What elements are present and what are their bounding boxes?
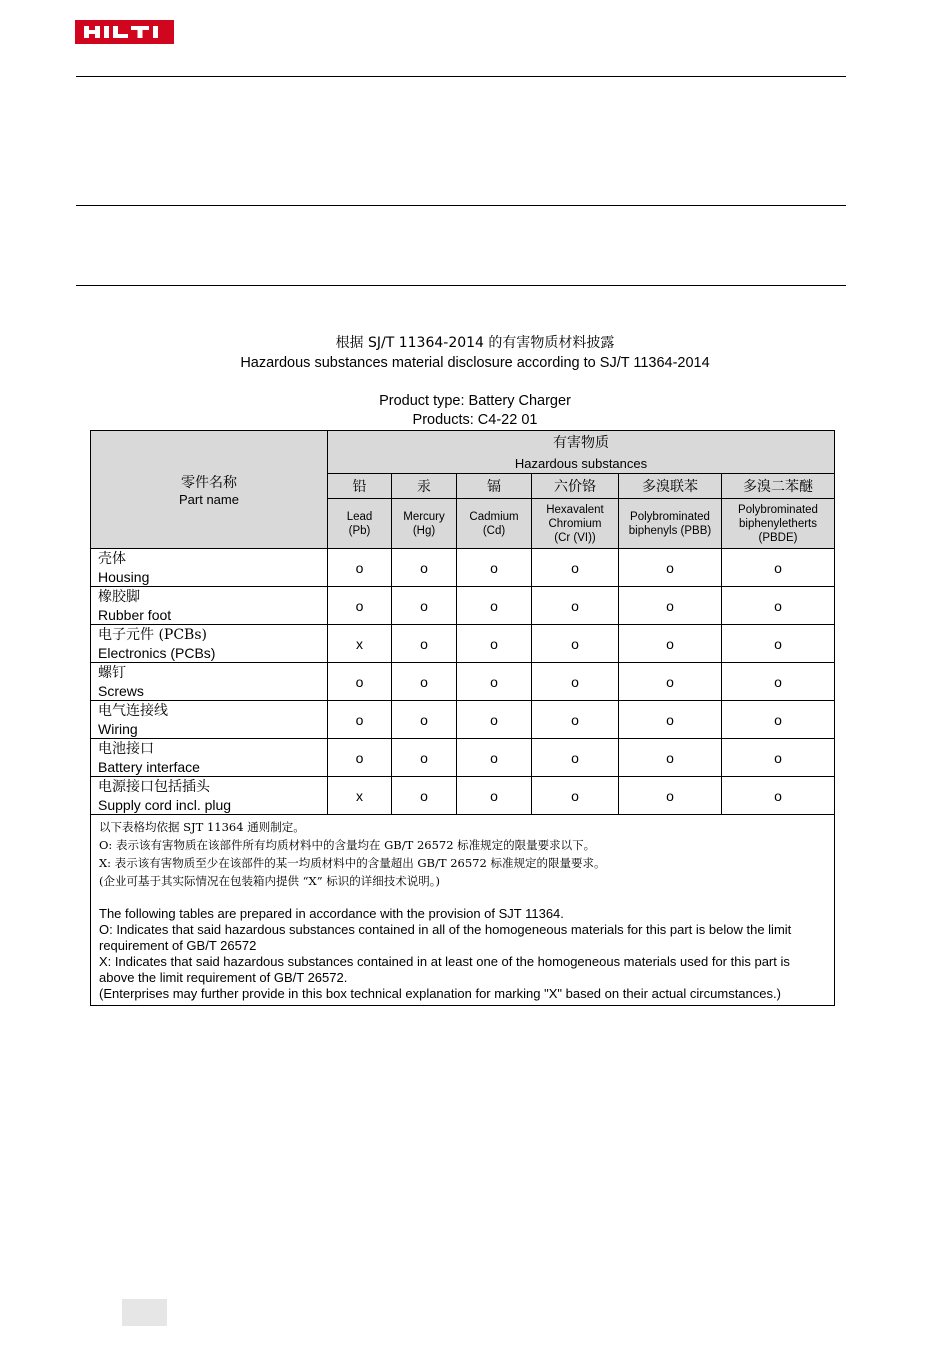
divider-top — [76, 76, 846, 77]
substance-value: o — [328, 739, 392, 777]
part-name-cn: 零件名称 — [181, 475, 237, 491]
notes-cell — [91, 815, 835, 1006]
substance-value: o — [532, 587, 619, 625]
substance-value: o — [722, 663, 835, 701]
substance-value: o — [532, 663, 619, 701]
substance-en-line: Cadmium — [469, 510, 519, 523]
substance-value: o — [328, 549, 392, 587]
part-name-cn: 电子元件 (PCBs) — [98, 626, 207, 643]
title-chinese: 根据 SJ/T 11364-2014 的有害物质材料披露 — [335, 335, 615, 351]
substance-value: o — [722, 549, 835, 587]
substance-value: o — [457, 777, 532, 815]
note-cn-line: O: 表示该有害物质在该部件所有均质材料中的含量均在 GB/T 26572 标准规定的限量要求以下。 — [99, 838, 596, 852]
notes-english — [99, 906, 826, 1002]
part-name-header — [91, 431, 328, 549]
title-english: Hazardous substances material disclosure according to SJ/T 11364-2014 — [240, 355, 710, 371]
substance-value: o — [392, 587, 457, 625]
substance-cn-3: 六价铬 — [532, 474, 619, 499]
substance-cn-1: 汞 — [392, 474, 457, 499]
part-name-cn: 电气连接线 — [98, 702, 168, 719]
note-cn-line: X: 表示该有害物质至少在该部件的某一均质材料中的含量超出 GB/T 26572 标准规定的限量要求。 — [99, 856, 606, 870]
substance-en-1 — [392, 499, 457, 549]
substance-value: o — [619, 663, 722, 701]
note-en-line: X: Indicates that said hazardous substances contained in at least one of the homogeneous materials used for this part is above the limit requirement of GB/T 26572. — [99, 954, 790, 985]
substance-value: o — [392, 625, 457, 663]
substance-value: o — [457, 625, 532, 663]
substance-value: o — [328, 701, 392, 739]
substance-en-4 — [619, 499, 722, 549]
substance-value: x — [328, 625, 392, 663]
part-name-en: Supply cord incl. plug — [98, 796, 232, 813]
substance-en-line: Hexavalent — [546, 503, 604, 516]
substance-en-0 — [328, 499, 392, 549]
substance-cn-5: 多溴二苯醚 — [722, 474, 835, 499]
divider-middle — [76, 205, 846, 206]
product-type: Product type: Battery Charger — [379, 393, 571, 409]
note-en-line: O: Indicates that said hazardous substances contained in all of the homogeneous materials for this part is below the limit requirement of GB/T 26572 — [99, 922, 792, 953]
substance-value: o — [722, 701, 835, 739]
part-cell — [91, 739, 328, 777]
substance-value: o — [392, 701, 457, 739]
part-name-cn: 橡胶脚 — [98, 588, 140, 605]
substance-value: o — [619, 777, 722, 815]
substance-en-line: (PBDE) — [758, 531, 798, 544]
part-name-en: Housing — [98, 568, 150, 585]
substance-en-line: (Pb) — [348, 524, 371, 537]
table-row — [91, 701, 835, 739]
part-cell — [91, 663, 328, 701]
substance-cn-0: 铅 — [328, 474, 392, 499]
table-row — [91, 549, 835, 587]
substance-value: o — [328, 663, 392, 701]
hilti-logo-mark — [75, 20, 174, 44]
hilti-logo — [75, 20, 174, 44]
substance-en-2 — [457, 499, 532, 549]
substance-en-line: Polybrominated — [630, 510, 710, 523]
note-cn-line: 以下表格均依据 SJT 11364 通则制定。 — [99, 820, 305, 834]
substance-en-line: (Hg) — [412, 524, 436, 537]
substance-value: o — [457, 549, 532, 587]
substance-value: x — [328, 777, 392, 815]
part-name-en: Rubber foot — [98, 606, 172, 623]
part-name-cn: 电池接口 — [98, 740, 154, 757]
substance-en-line: biphenyletherts — [739, 517, 817, 530]
part-cell — [91, 625, 328, 663]
note-cn-line: (企业可基于其实际情况在包装箱内提供 “X” 标识的详细技术说明。) — [99, 874, 440, 888]
part-cell — [91, 549, 328, 587]
substance-cn-4: 多溴联苯 — [619, 474, 722, 499]
hazard-header-cn: 有害物质 — [328, 431, 835, 454]
part-name-cn: 螺钉 — [98, 664, 126, 681]
substance-value: o — [619, 739, 722, 777]
substance-value: o — [392, 549, 457, 587]
substance-value: o — [457, 587, 532, 625]
part-cell — [91, 701, 328, 739]
part-name-en: Electronics (PCBs) — [98, 644, 216, 661]
table-row — [91, 625, 835, 663]
substance-en-line: Mercury — [403, 510, 445, 523]
substance-value: o — [619, 701, 722, 739]
table-row — [91, 739, 835, 777]
substance-value: o — [619, 625, 722, 663]
substance-value: o — [722, 777, 835, 815]
substance-value: o — [392, 739, 457, 777]
divider-bottom — [76, 285, 846, 286]
part-name-en: Wiring — [98, 720, 138, 737]
notes-chinese — [99, 818, 826, 890]
hazard-header-en: Hazardous substances — [328, 453, 835, 474]
substance-en-line: (Cd) — [482, 524, 506, 537]
substance-value: o — [328, 587, 392, 625]
part-name-en: Screws — [98, 682, 144, 699]
substance-value: o — [532, 777, 619, 815]
part-name-cn: 壳体 — [98, 550, 126, 567]
part-name-en: Battery interface — [98, 758, 200, 775]
note-en-line: The following tables are prepared in accordance with the provision of SJT 11364. — [99, 906, 564, 921]
table-row — [91, 587, 835, 625]
substance-en-line: Polybrominated — [738, 503, 818, 516]
table-row — [91, 777, 835, 815]
substance-value: o — [532, 701, 619, 739]
substance-value: o — [722, 625, 835, 663]
substance-value: o — [722, 739, 835, 777]
substance-cn-2: 镉 — [457, 474, 532, 499]
substance-value: o — [392, 663, 457, 701]
substance-en-5 — [722, 499, 835, 549]
products: Products: C4-22 01 — [412, 412, 538, 428]
page-number-box — [122, 1299, 167, 1326]
substance-en-line: Chromium — [548, 517, 602, 530]
substance-value: o — [532, 739, 619, 777]
substance-en-line: biphenyls (PBB) — [628, 524, 712, 537]
substance-value: o — [532, 549, 619, 587]
part-cell — [91, 777, 328, 815]
substance-value: o — [619, 587, 722, 625]
substance-value: o — [619, 549, 722, 587]
table-row — [91, 663, 835, 701]
substance-en-3 — [532, 499, 619, 549]
part-name-cn: 电源接口包括插头 — [98, 778, 210, 795]
substance-value: o — [457, 701, 532, 739]
substance-value: o — [532, 625, 619, 663]
note-en-line: (Enterprises may further provide in this box technical explanation for marking "X" based on their actual circumstances.) — [99, 986, 781, 1001]
substance-en-line: (Cr (VI)) — [554, 531, 596, 544]
substance-value: o — [722, 587, 835, 625]
part-cell — [91, 587, 328, 625]
hazardous-substances-table — [90, 430, 835, 1006]
substance-value: o — [457, 739, 532, 777]
part-name-en: Part name — [179, 492, 239, 507]
substance-en-line: Lead — [346, 510, 373, 523]
substance-value: o — [392, 777, 457, 815]
substance-value: o — [457, 663, 532, 701]
